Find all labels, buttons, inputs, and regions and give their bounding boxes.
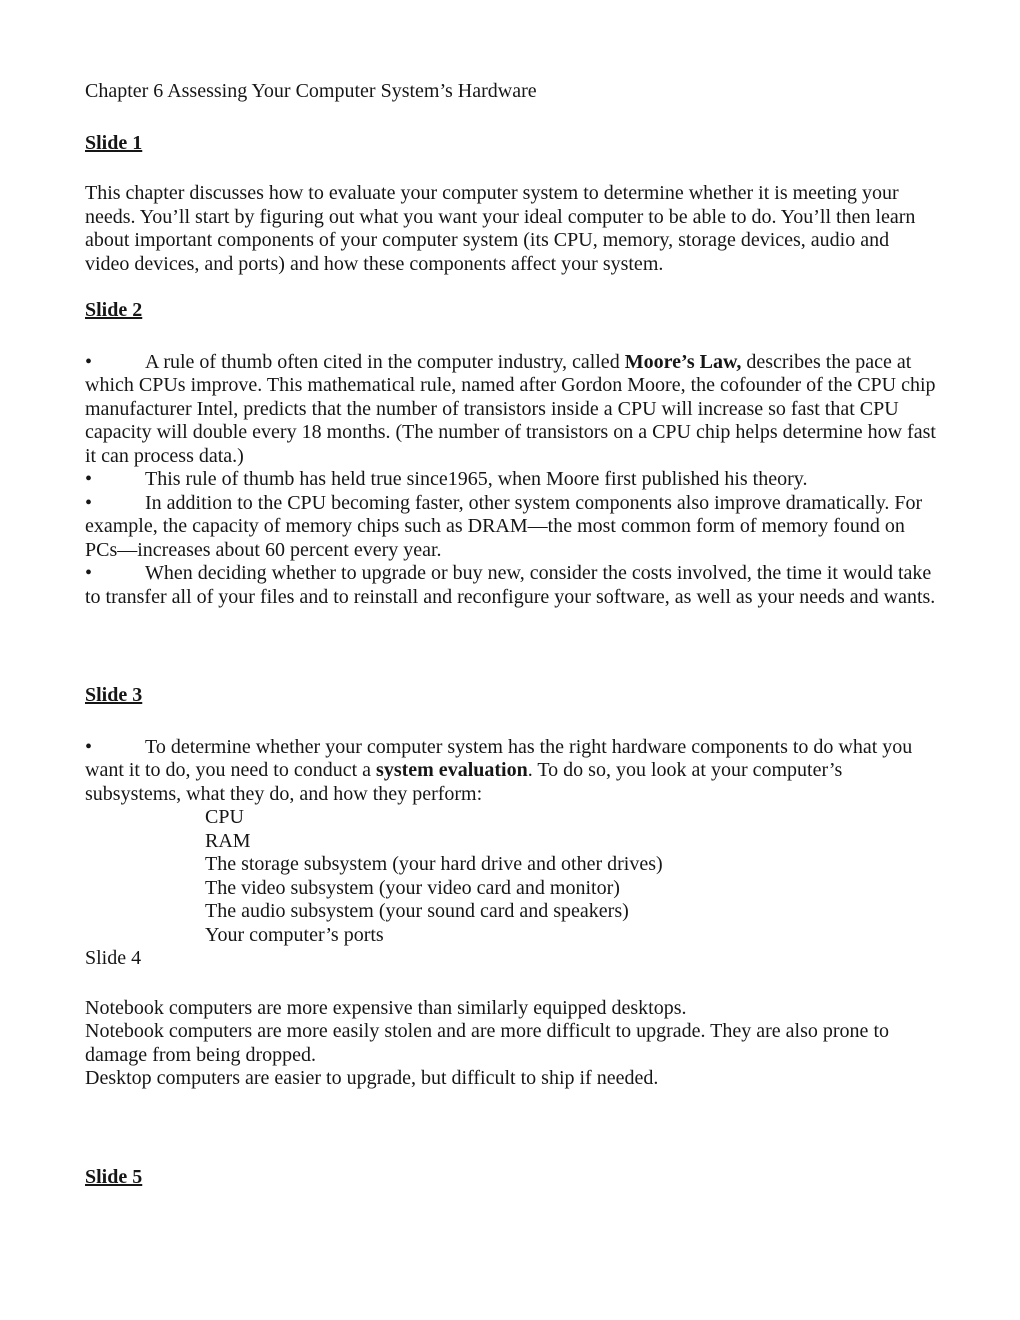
bullet-icon: •	[85, 350, 93, 373]
slide-2-bullet-1	[85, 351, 936, 469]
bullet-text-pre: A rule of thumb often cited in the computer industry, called	[145, 350, 625, 373]
subsystem-list-item: The storage subsystem (your hard drive and other drives)	[205, 853, 663, 875]
slide-5-heading-text: Slide 5	[85, 1165, 143, 1188]
slide-2-bullet-2	[85, 468, 936, 492]
slide-2-heading-text: Slide 2	[85, 299, 143, 321]
bullet-text: When deciding whether to upgrade or buy new, consider the costs involved, the time it would take to transfer all of your files and to reinstall and reconfigure your software, as well as your needs and wants.	[85, 562, 936, 608]
key-term-system-evaluation: system evaluation	[376, 759, 528, 781]
subsystem-list-item: The video subsystem (your video card and monitor)	[205, 876, 620, 899]
slide-2-bullet-3	[85, 492, 936, 563]
bullet-icon: •	[85, 491, 93, 514]
slide-4-line: Notebook computers are more easily stolen and are more difficult to upgrade. They are also prone to damage from being dropped.	[85, 1020, 889, 1066]
subsystem-list-item: RAM	[205, 829, 251, 852]
slide-5-heading	[85, 1166, 936, 1190]
slide-4-line: Desktop computers are easier to upgrade, but difficult to ship if needed.	[85, 1067, 659, 1089]
slide-3-heading-text: Slide 3	[85, 684, 143, 706]
subsystem-list-item: CPU	[205, 806, 244, 828]
document-title: Chapter 6 Assessing Your Computer System’s Hardware	[85, 80, 537, 102]
bullet-icon: •	[85, 562, 93, 584]
slide-1-heading-text: Slide 1	[85, 131, 143, 154]
slide-4-line: Notebook computers are more expensive than similarly equipped desktops.	[85, 996, 687, 1019]
slide-1-paragraph: This chapter discusses how to evaluate your computer system to determine whether it is meeting your needs. You’ll start by figuring out what you want your ideal computer to be able to do. You’ll then learn about important components of your computer system (its CPU, memory, storage devices, audio and video devices, and ports) and how these components affect your system.	[85, 182, 916, 275]
slide-2-heading	[85, 299, 936, 323]
bullet-text: In addition to the CPU becoming faster, other system components also improve dramatically. For example, the capacity of memory chips such as DRAM—the most common form of memory found on PCs—increases about 60 percent every year.	[85, 491, 923, 561]
slide-3-bullet-1	[85, 736, 936, 807]
slide-3-heading	[85, 684, 936, 708]
bullet-icon: •	[85, 468, 93, 490]
bullet-text-post: . To do so, you look at your computer’s subsystems, what they do, and how they perform:	[85, 759, 843, 805]
bullet-icon: •	[85, 735, 93, 758]
bullet-text: This rule of thumb has held true since1965, when Moore first published his theory.	[145, 468, 808, 490]
key-term-moores-law: Moore’s Law,	[624, 350, 742, 373]
slide-1-heading	[85, 132, 936, 156]
bullet-text-post: describes the pace at which CPUs improve. This mathematical rule, named after Gordon Moore, the cofounder of the CPU chip manufacturer Intel, predicts that the number of transistors inside a CPU will increase so fast that CPU capacity will double every 18 months. (The number of transistors on a CPU chip helps determine how fast it can process data.)	[85, 350, 936, 467]
slide-2-bullet-4	[85, 562, 936, 609]
bullet-text-pre: To determine whether your computer system has the right hardware components to do what you want it to do, you need to conduct a	[85, 735, 913, 781]
subsystem-list-item: Your computer’s ports	[205, 923, 384, 946]
subsystem-list-item: The audio subsystem (your sound card and speakers)	[205, 900, 629, 922]
slide-4-heading: Slide 4	[85, 947, 142, 969]
